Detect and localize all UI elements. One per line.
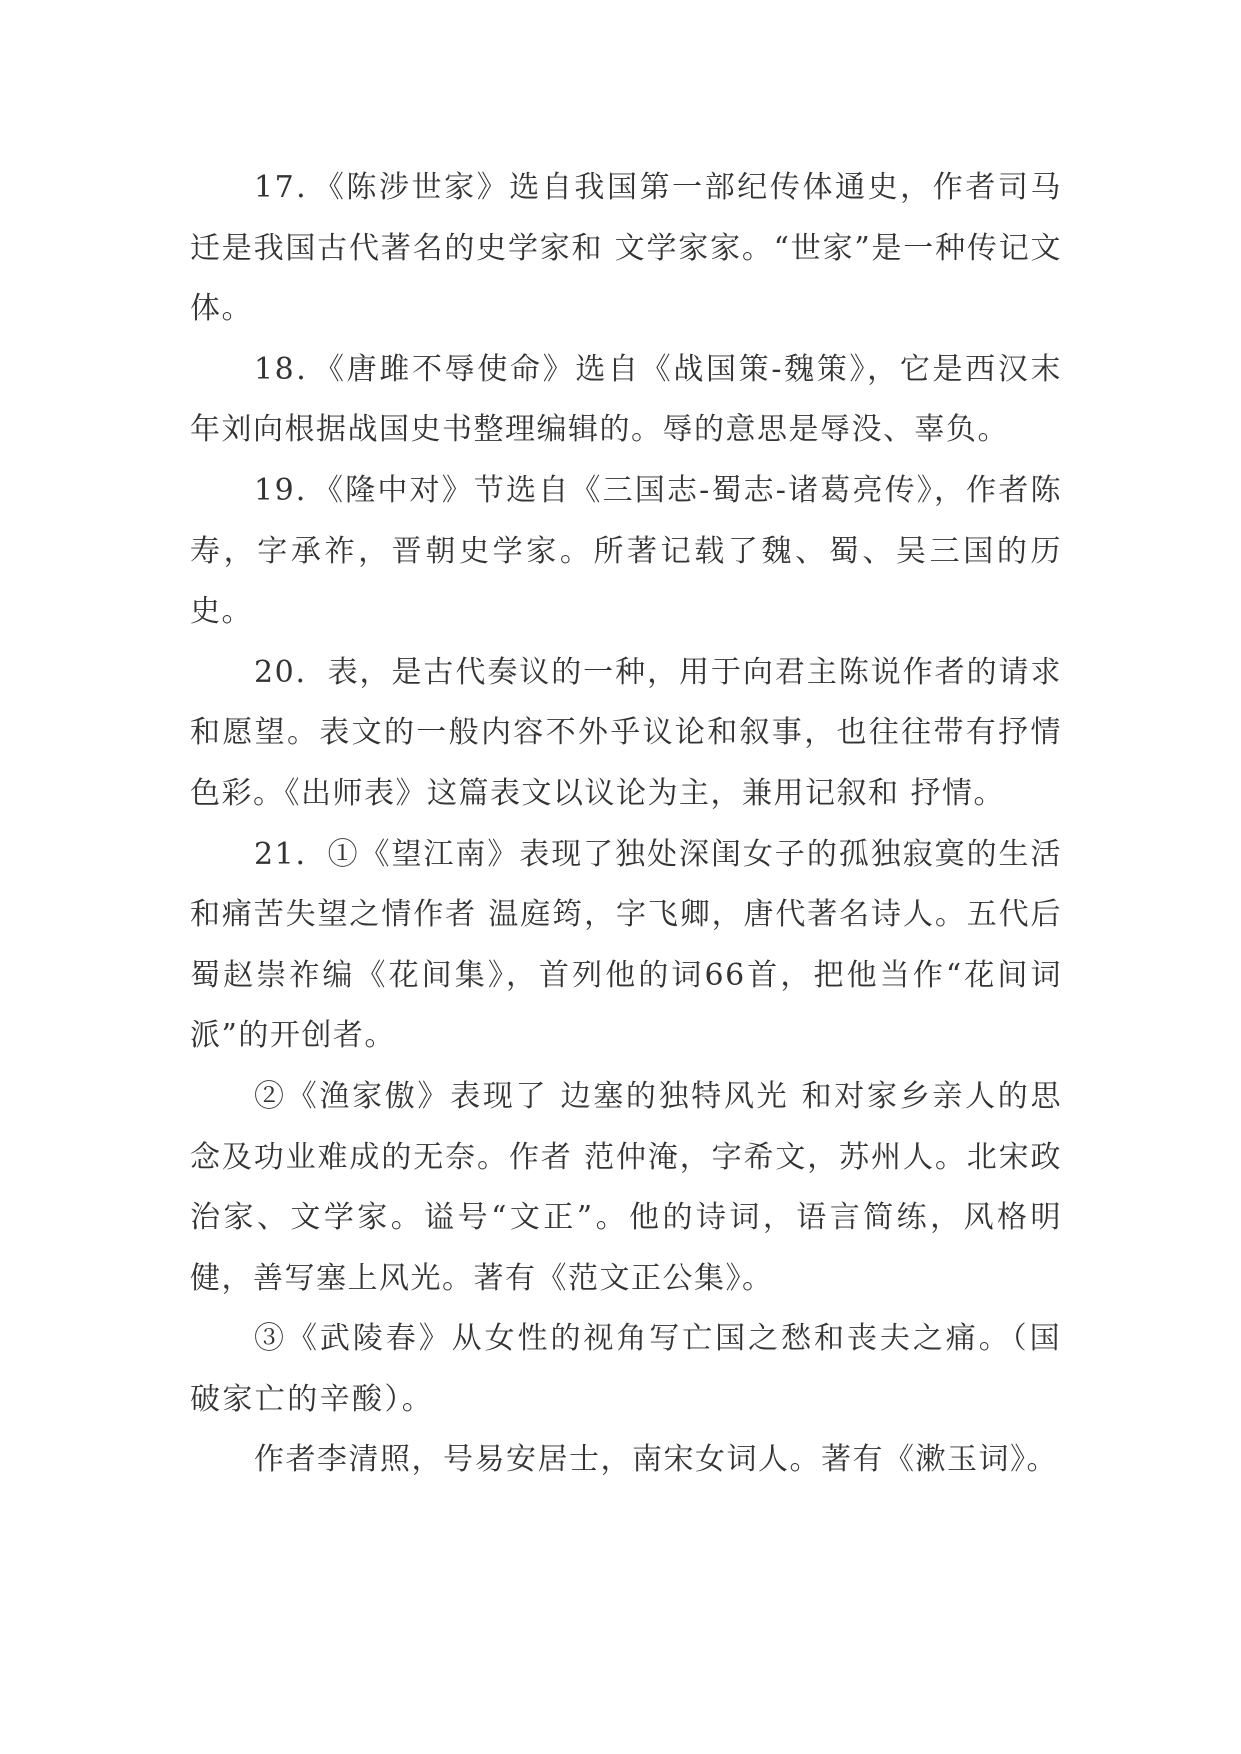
- paragraph-li-qingzhao: 作者李清照，号易安居士，南宋女词人。著有《漱玉词》。: [254, 1442, 1058, 1478]
- paragraph-yujiaao: ②《渔家傲》表现了 边塞的独特风光 和对家乡亲人的思念及功业难成的无奈。作者 范仲淹，字希文，苏州人。北宋政治家、文学家。谥号“文正”。他的诗词，语言简练，风格明健，善写塞上风光。著有《范文正公集》。: [190, 1078, 1062, 1296]
- paragraph-21-wangjiangnan: 21．①《望江南》表现了独处深闺女子的孤独寂寞的生活和痛苦失望之情作者 温庭筠，字飞卿，唐代著名诗人。五代后蜀赵崇祚编《花间集》，首列他的词66首，把他当作“花间词派”的开创者。: [190, 836, 1062, 1054]
- document-body: [190, 158, 1062, 1491]
- paragraph-20-biao: 20．表，是古代奏议的一种，用于向君主陈说作者的请求和愿望。表文的一般内容不外乎议论和叙事，也往往带有抒情色彩。《出师表》这篇表文以议论为主，兼用记叙和 抒情。: [190, 654, 1062, 811]
- paragraph-17-shiji: 17．《陈涉世家》选自我国第一部纪传体通史，作者司马迁是我国古代著名的史学家和 文学家家。“世家”是一种传记文体。: [190, 170, 1062, 327]
- paragraph-18-tangju: 18．《唐雎不辱使命》选自《战国策-魏策》，它是西汉末年刘向根据战国史书整理编辑的。辱的意思是辱没、辜负。: [190, 351, 1062, 448]
- paragraph-19-longzhongdui: 19．《隆中对》节选自《三国志-蜀志-诸葛亮传》，作者陈寿，字承祚，晋朝史学家。所著记载了魏、蜀、吴三国的历史。: [190, 472, 1062, 630]
- paragraph-wulingchun: ③《武陵春》从女性的视角写亡国之愁和丧夫之痛。（国破家亡的辛酸）。: [190, 1321, 1062, 1417]
